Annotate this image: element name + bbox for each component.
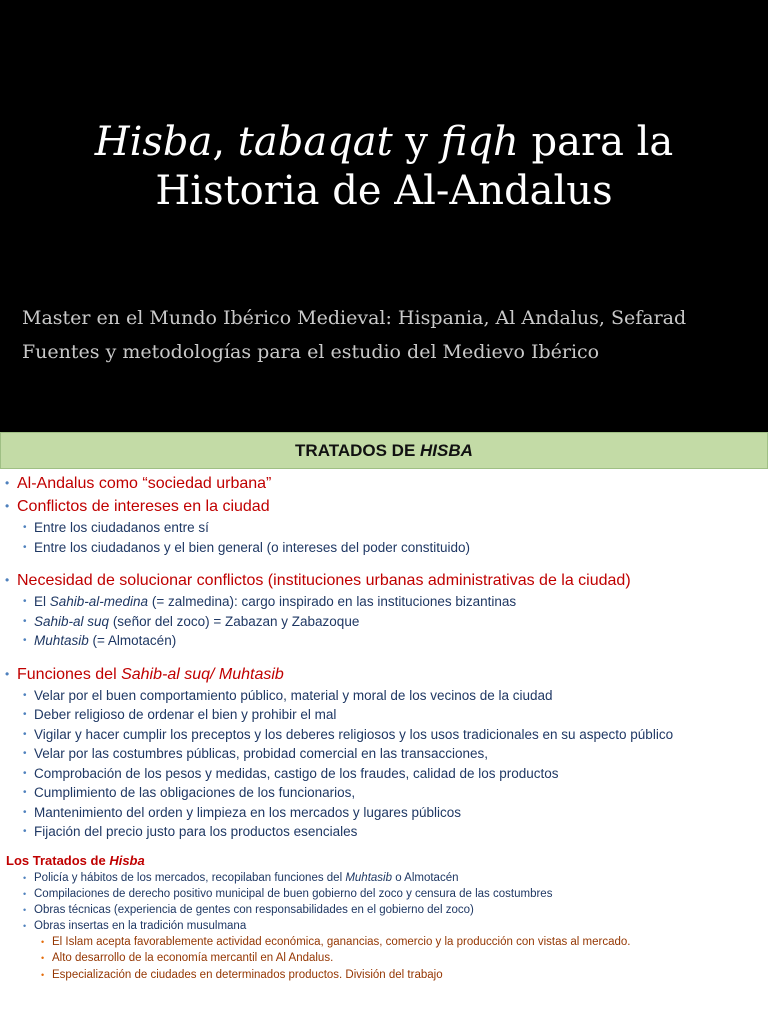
- sub-bullet-text: Fijación del precio justo para los productos esenciales: [34, 824, 358, 839]
- bullet-icon: •: [23, 826, 27, 837]
- bullet-text: Funciones del: [17, 665, 122, 683]
- bullet-icon: •: [5, 476, 10, 490]
- sub-bullet-item: [0, 538, 768, 558]
- sub-bullet-text: (señor del zoco) = Zabazan y Zabazoque: [109, 613, 360, 629]
- banner-text: TRATADOS DE: [295, 441, 421, 460]
- bullet-item: [0, 569, 768, 592]
- sub-bullet-item: [0, 744, 768, 764]
- sub-bullet-item: [0, 783, 768, 803]
- section-heading-italic: Hisba: [109, 852, 145, 868]
- bullet-icon: •: [23, 689, 27, 701]
- sub-bullet-item: [0, 612, 768, 632]
- title-line-1: [0, 118, 768, 167]
- subtitle-master: Master en el Mundo Ibérico Medieval: Hispania, Al Andalus, Sefarad: [22, 307, 687, 329]
- tratados-text: o Almotacén: [392, 871, 459, 884]
- spacer: [0, 842, 768, 852]
- title-fiqh: fiqh: [440, 119, 519, 165]
- bullet-item: [0, 472, 768, 495]
- tratados-sub-text: Alto desarrollo de la economía mercantil en Al Andalus.: [52, 952, 334, 964]
- bullet-icon: •: [5, 573, 10, 587]
- bullet-icon: •: [41, 969, 45, 980]
- content-slide: [0, 432, 768, 1024]
- tratados-item: [0, 918, 768, 934]
- sub-bullet-text: Entre los ciudadanos y el bien general (o intereses del poder constituido): [34, 539, 471, 555]
- tratados-sub-text: Especialización de ciudades en determinados productos. División del trabajo: [52, 968, 443, 981]
- spacer: [0, 651, 768, 663]
- sub-bullet-item: [0, 592, 768, 612]
- sub-bullet-text: Mantenimiento del orden y limpieza en los mercados y lugares públicos: [34, 804, 461, 820]
- bullet-icon: •: [23, 920, 27, 931]
- sub-bullet-text: Vigilar y hacer cumplir los preceptos y los deberes religiosos y los usos tradicionales en su aspecto público: [34, 726, 674, 742]
- tratados-sub-text: El Islam acepta favorablemente actividad económica, ganancias, comercio y la producción con vistas al mercado.: [52, 935, 631, 948]
- bullet-icon: •: [23, 635, 27, 646]
- sub-bullet-item: [0, 631, 768, 651]
- bullet-italic: Sahib-al suq/ Muhtasib: [121, 665, 284, 683]
- title-slide: [0, 0, 768, 432]
- tratados-sub-item: [0, 950, 768, 967]
- bullet-icon: •: [23, 888, 27, 899]
- sub-bullet-text: Entre los ciudadanos entre sí: [34, 520, 209, 535]
- bullet-text: Necesidad de solucionar conflictos (instituciones urbanas administrativas de la ciudad): [17, 572, 631, 589]
- title-sep: ,: [212, 119, 238, 165]
- sub-bullet-item: [0, 725, 768, 745]
- sub-bullet-text: Deber religioso de ordenar el bien y prohibir el mal: [34, 707, 337, 722]
- tratados-text: Compilaciones de derecho positivo municipal de buen gobierno del zoco y censura de las costumbres: [34, 887, 553, 900]
- tratados-italic: Muhtasib: [345, 871, 392, 884]
- sub-bullet-item: [0, 803, 768, 823]
- title-tabaqat: tabaqat: [237, 119, 393, 165]
- bullet-icon: •: [23, 728, 27, 740]
- bullet-text: Conflictos de intereses en la ciudad: [17, 498, 270, 515]
- sub-bullet-text: (= zalmedina): cargo inspirado en las instituciones bizantinas: [148, 594, 517, 609]
- bullet-icon: •: [5, 666, 10, 681]
- slide-banner: [0, 432, 768, 469]
- bullet-icon: •: [23, 748, 27, 759]
- sub-bullet-text: Velar por el buen comportamiento público, material y moral de los vecinos de la ciudad: [34, 687, 553, 703]
- bullet-icon: •: [23, 709, 27, 720]
- title-sep: y: [392, 119, 441, 165]
- section-heading: [0, 852, 768, 870]
- sub-bullet-text: El: [34, 594, 50, 609]
- slide-content: [0, 472, 768, 983]
- section-heading-text: Los Tratados de: [6, 852, 110, 868]
- subtitle-block: [22, 306, 722, 374]
- bullet-icon: •: [23, 904, 27, 915]
- bullet-icon: •: [23, 615, 27, 627]
- subtitle-course: Fuentes y metodologías para el estudio del Medievo Ibérico: [22, 341, 600, 363]
- tratados-sub-item: [0, 967, 768, 984]
- sub-bullet-item: [0, 705, 768, 725]
- bullet-icon: •: [23, 767, 27, 779]
- bullet-item: [0, 663, 768, 686]
- sub-bullet-text: (= Almotacén): [88, 633, 177, 648]
- tratados-text: Obras insertas en la tradición musulmana: [34, 919, 247, 932]
- sub-bullet-italic: Sahib-al-medina: [49, 594, 149, 609]
- sub-bullet-text: Cumplimiento de las obligaciones de los funcionarios,: [34, 785, 356, 800]
- tratados-sub-item: [0, 934, 768, 951]
- bullet-icon: •: [23, 872, 27, 883]
- title-rest: para la: [518, 119, 674, 165]
- sub-bullet-item: [0, 764, 768, 784]
- spacer: [0, 557, 768, 569]
- bullet-icon: •: [23, 787, 27, 798]
- bullet-icon: •: [23, 522, 27, 533]
- bullet-icon: •: [23, 596, 27, 607]
- bullet-icon: •: [41, 936, 45, 947]
- sub-bullet-item: [0, 518, 768, 538]
- sub-bullet-item: [0, 686, 768, 706]
- tratados-item: [0, 870, 768, 886]
- bullet-icon: •: [5, 499, 10, 513]
- slide-title: [0, 118, 768, 216]
- tratados-item: [0, 886, 768, 902]
- tratados-item: [0, 902, 768, 918]
- tratados-text: Obras técnicas (experiencia de gentes con responsabilidades en el gobierno del zoco): [34, 903, 474, 916]
- sub-bullet-italic: Muhtasib: [34, 633, 89, 648]
- bullet-icon: •: [41, 953, 45, 963]
- title-hisba: Hisba: [94, 119, 213, 165]
- sub-bullet-text: Velar por las costumbres públicas, probidad comercial en las transacciones,: [34, 746, 488, 761]
- bullet-icon: •: [23, 541, 27, 553]
- tratados-text: Policía y hábitos de los mercados, recopilaban funciones del: [34, 871, 346, 884]
- sub-bullet-italic: Sahib-al suq: [34, 613, 110, 629]
- bullet-item: [0, 495, 768, 518]
- bullet-icon: •: [23, 806, 27, 818]
- sub-bullet-text: Comprobación de los pesos y medidas, castigo de los fraudes, calidad de los productos: [34, 765, 559, 781]
- title-line-2: Historia de Al-Andalus: [155, 168, 613, 214]
- banner-italic: HISBA: [420, 441, 473, 460]
- bullet-text: Al-Andalus como “sociedad urbana”: [17, 475, 272, 492]
- sub-bullet-item: [0, 822, 768, 842]
